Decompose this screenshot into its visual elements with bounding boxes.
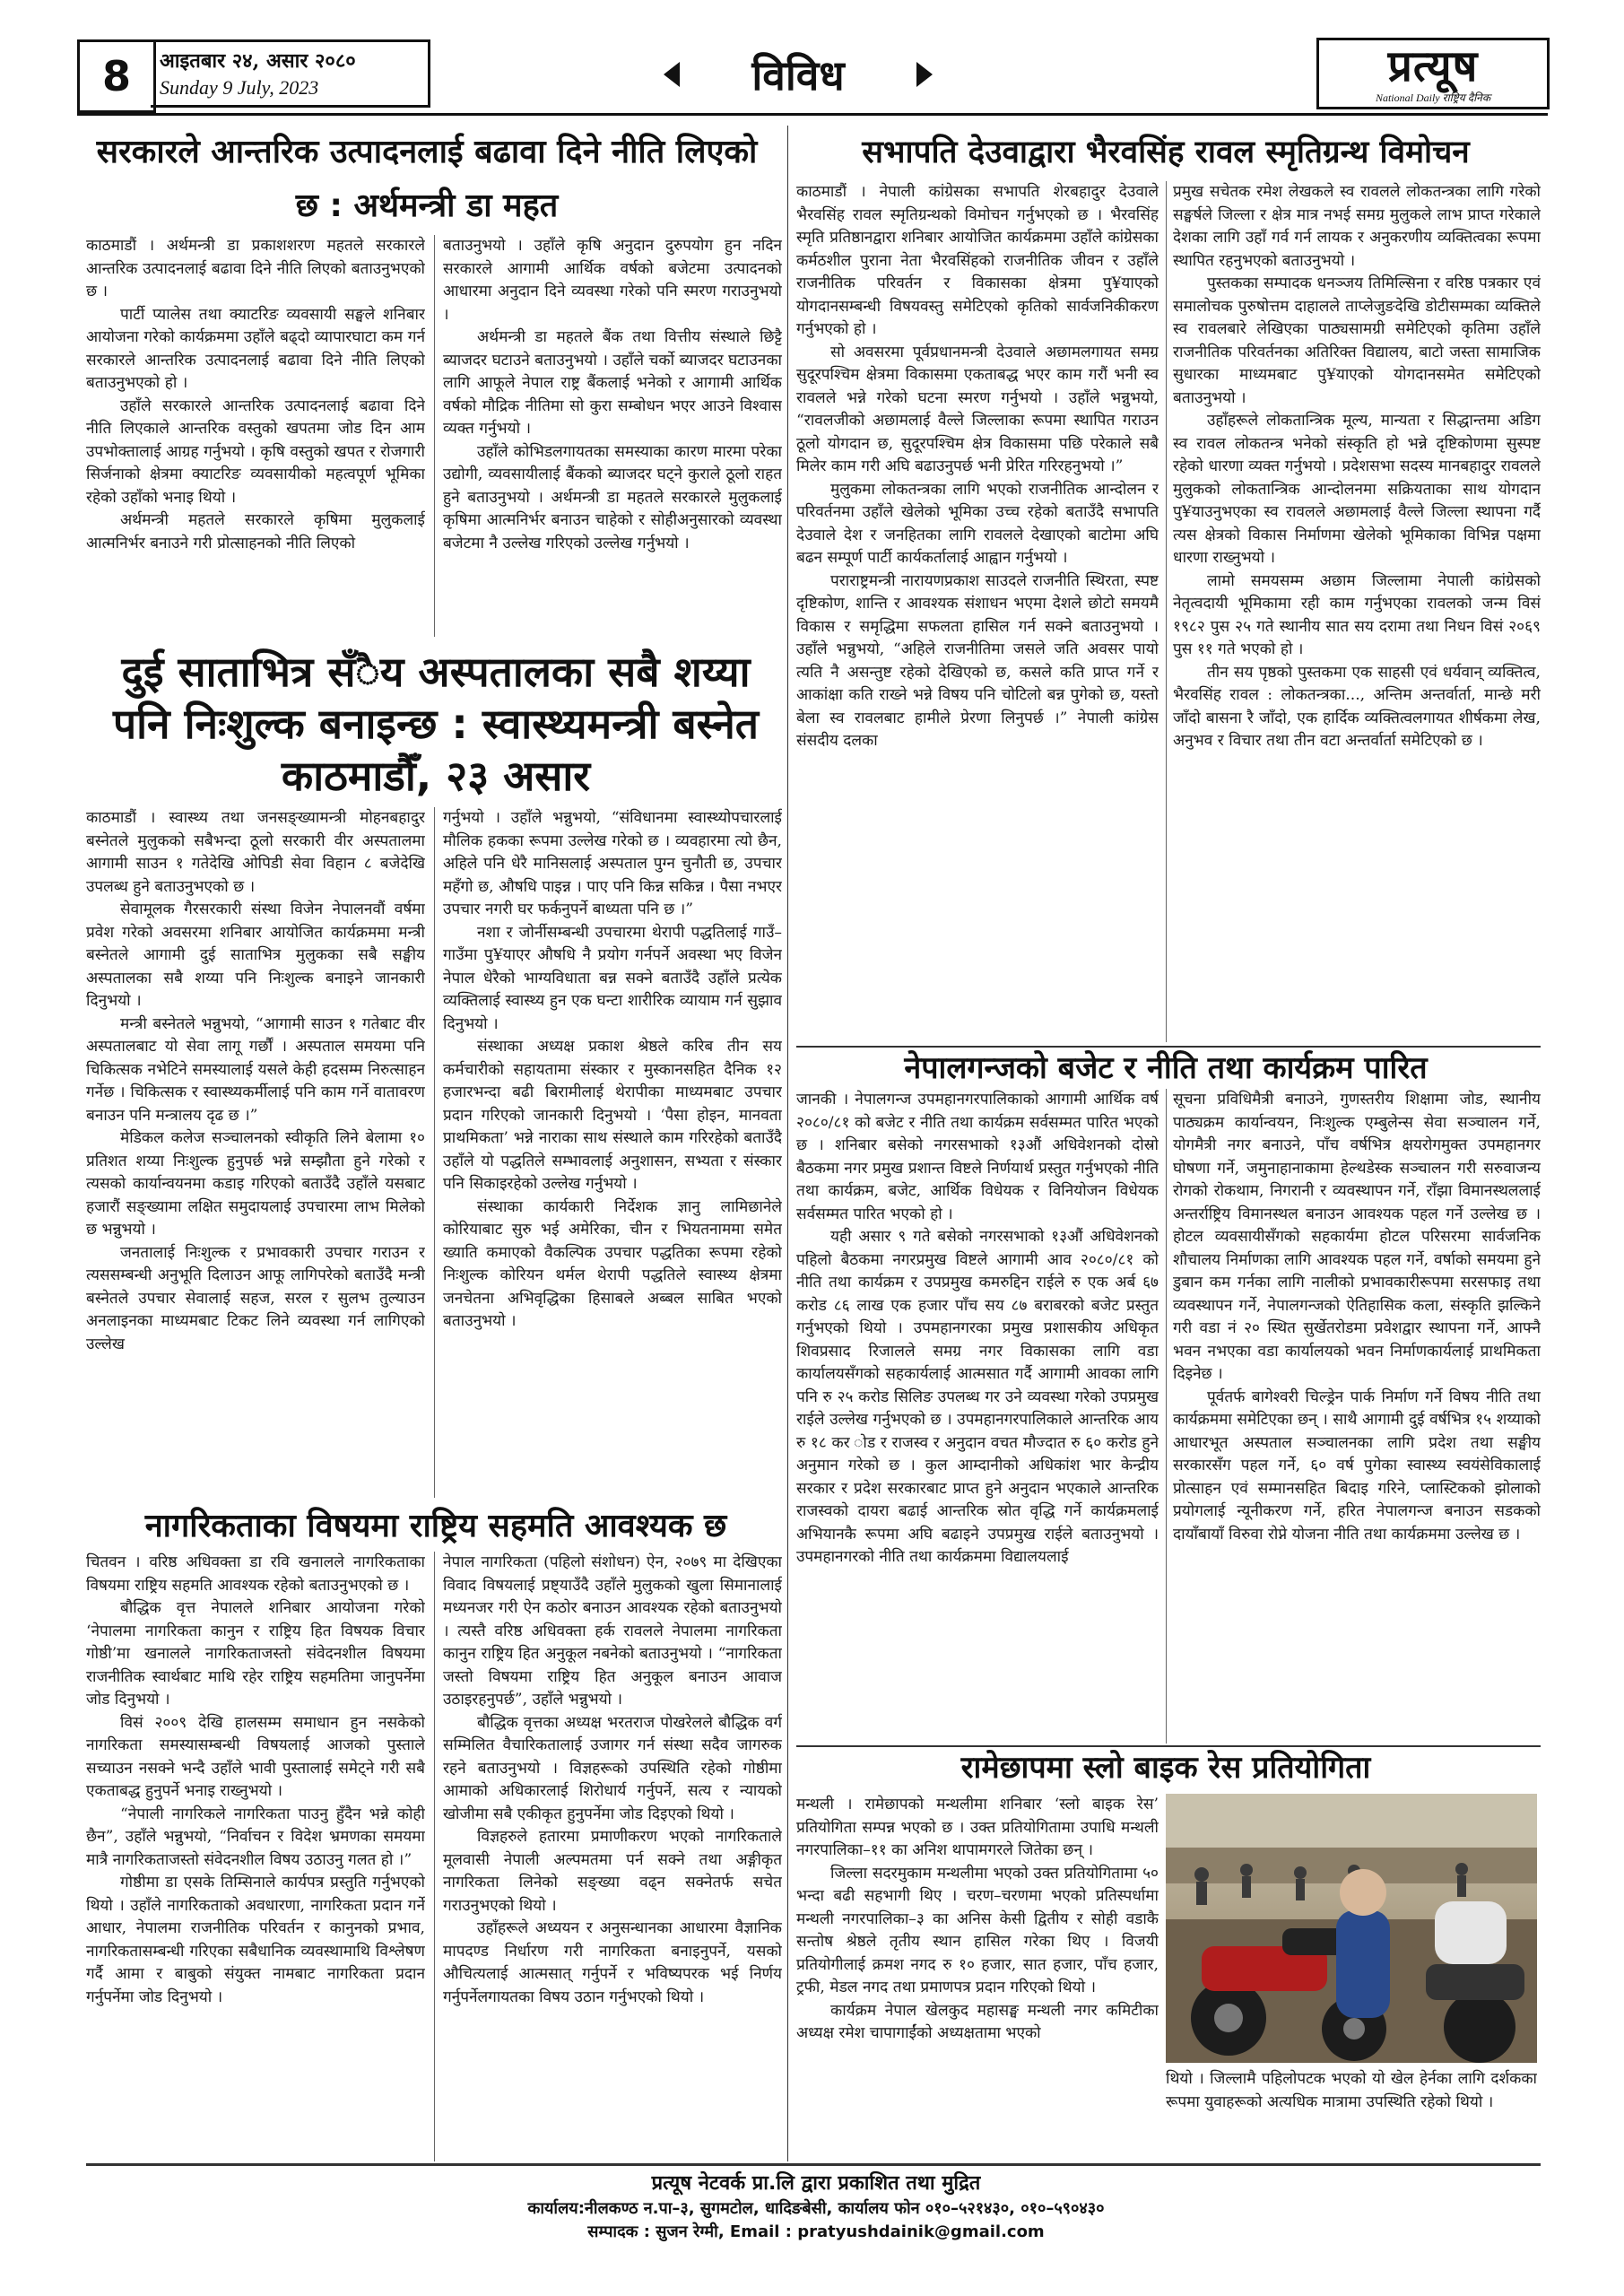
article-paragraph: विज्ञहरुले हतारमा प्रमाणीकरण भएको नागरिकताले मूलवासी नेपाली अल्पमतमा पर्न सक्ने तथा अङ्गीकृत नागरिकता लिनेको सङ्ख्या वढ्न सक्नेतर्फ सचेत गराउनुभएको थियो । (443, 1828, 782, 1915)
article-paragraph: सेवामूलक गैरसरकारी संस्था विजेन नेपालनवौं वर्षमा प्रवेश गरेको अवसरमा शनिबार आयोजित कार्यक्रममा मन्त्री बस्नेतले आगामी दुई साताभित्र मुलुकका सबै सङ्घीय अस्पतालका सबै शय्या पनि निःशुल्क बनाइने जानकारी दिनुभयो । (86, 900, 425, 1010)
footer-address: कार्यालय:नीलकण्ठ न.पा–३, सुगमटोल, धादिङबेसी, कार्यालय फोन ०१०–५२१४३०, ०१०–५९०४३० (527, 2199, 1105, 2218)
motorbike-race-photo-icon (1166, 1794, 1537, 2063)
article-paragraph: पुस्तकका सम्पादक धनञ्जय तिमिल्सिना र वरिष्ठ पत्रकार एवं समालोचक पुरुषोत्तम दाहालले ताप्लेजुङदेखि डोटीसम्मका व्यक्तिले स्व रावलबारे लेखिएका पाठ्यसामग्री समेटिएको कृतिमा उहाँले राजनीतिक परिवर्तनका अतिरिक्त विद्यालय, बाटो जस्ता सामाजिक सुधारका माध्यमबाट पु¥याएको योगदानसमेत समेटिएको बताउनुभयो । (1173, 274, 1541, 407)
article-paragraph: मेडिकल कलेज सञ्चालनको स्वीकृति लिने बेलामा १० प्रतिशत शय्या निःशुल्क हुनुपर्छ भन्ने सम्झौता हुने गरेको र त्यसको कार्यान्वयनमा कडाइ गरिएको बताउँदै उहाँले यसबाट हजारौं सङ्ख्यामा लक्षित समुदायलाई उपचारमा लाभ मिलेको छ भन्नुभयो । (86, 1129, 425, 1239)
header-rule (77, 113, 1548, 116)
footer-publisher: प्रत्यूष नेटवर्क प्रा.लि द्वारा प्रकाशित तथा मुद्रित (651, 2172, 981, 2195)
column-divider (1166, 1089, 1167, 1744)
article-paragraph: थियो । जिल्लामै पहिलोपटक भएको यो खेल हेर्नका लागि दर्शकका रूपमा युवाहरूको अत्यधिक मात्रामा उपस्थिति रहेको थियो । (1166, 2070, 1537, 2111)
article-book-col2 (1173, 181, 1541, 1042)
article-citizenship-col1 (86, 1552, 425, 2161)
article-paragraph: कार्यक्रम नेपाल खेलकुद महासङ्घ मन्थली नगर कमिटीका अध्यक्ष रमेश चापागाईंको अध्यक्षतामा भएको (796, 2001, 1159, 2042)
article-paragraph: उहाँहरूले अध्ययन र अनुसन्धानका आधारमा वैज्ञानिक मापदण्ड निर्धारण गरी नागरिकता बनाइनुपर्ने, यसको औचित्यलाई आत्मसात् गर्नुपर्ने र भविष्यपरक भई निर्णय गर्नुपर्नेलगायतका विषय उठान गर्नुभएको थियो । (443, 1919, 782, 2006)
article-paragraph: उहाँले कोभिडलगायतका समस्याका कारण मारमा परेका उद्योगी, व्यवसायीलाई बैंकको ब्याजदर घट्ने कुराले ठूलो राहत हुने बताउनुभयो । अर्थमन्त्री डा महतले सरकारले मुलुकलाई कृषिमा आत्मनिर्भर बनाउन चाहेको र सोहीअनुसारको व्यवस्था बजेटमा नै उल्लेख गरिएको उल्लेख गर्नुभयो । (443, 442, 782, 552)
article-paragraph: “नेपाली नागरिकले नागरिकता पाउनु हुँदैन भन्ने कोही छैन”, उहाँले भन्नुभयो, “निर्वाचन र विदेश भ्रमणका समयमा मात्रै नागरिकताजस्तो संवेदनशील विषय उठाउनु गलत हो ।” (86, 1805, 425, 1869)
headline-citizenship: नागरिकताका विषयमा राष्ट्रिय सहमति आवश्यक छ (144, 1508, 727, 1544)
article-paragraph: उहाँले सरकारले आन्तरिक उत्पादनलाई बढावा दिने नीति लिएकाले आन्तरिक वस्तुको खपतमा जोड दिन आम उपभोक्तालाई आग्रह गर्नुभयो । कृषि वस्तुको खपत र रोजगारी सिर्जनाको क्षेत्रमा क्याटरिङ व्यवसायीको महत्वपूर्ण भूमिका रहेको उहाँको भनाइ थियो । (86, 396, 425, 507)
article-paragraph: जिल्ला सदरमुकाम मन्थलीमा भएको उक्त प्रतियोगितामा ५० भन्दा बढी सहभागी थिए । चरण–चरणमा भएको प्रतिस्पर्धामा मन्थली नगरपालिका–३ का अनिस केसी द्वितीय र सोही वडाकै सन्तोष श्रेष्ठले तृतीय स्थान हासिल गरेका थिए । विजयी प्रतियोगीलाई क्रमश नगद रु १० हजार, सात हजार, पाँच हजार, ट्रफी, मेडल नगद तथा प्रमाणपत्र प्रदान गरिएको थियो । (796, 1864, 1159, 1996)
column-divider (434, 807, 435, 1498)
article-paragraph: संस्थाका अध्यक्ष प्रकाश श्रेष्ठले करिब तीन सय कर्मचारीको सहायतामा संस्कार र मुस्कानसहित दैनिक १२ हजारभन्दा बढी बिरामीलाई थेरापीका माध्यमबाट उपचार प्रदान गरिएको जानकारी दिनुभयो । ‘पैसा होइन, मानवता प्राथमिकता’ भन्ने नाराका साथ संस्थाले काम गरिरहेको बताउँदै उहाँले यो पद्धतिले सम्भावलाई अनुशासन, सभ्यता र संस्कार पनि सिकाइरहेको उल्लेख गर्नुभयो । (443, 1038, 782, 1193)
section-divider (796, 1046, 1541, 1048)
article-paragraph: विसं २००९ देखि हालसम्म समाधान हुन नसकेको नागरिकता समस्यासम्बन्धी विषयलाई आजको पुस्ताले सच्याउन नसक्ने भन्दै उहाँले भावी पुस्तालाई समेट्ने गरी सबै एकताबद्ध हुनुपर्ने भनाइ राख्नुभयो । (86, 1713, 425, 1800)
column-divider (434, 235, 435, 637)
article-paragraph: मन्त्री बस्नेतले भन्नुभयो, “आगामी साउन १ गतेबाट वीर अस्पतालबाट यो सेवा लागू गर्छौं । अस्पताल समयमा पनि चिकित्सक नभेटिने समस्यालाई यसले केही हदसम्म निरुत्साहन गर्नेछ । चिकित्सक र स्वास्थ्यकर्मीलाई पनि काम गर्ने वातावरण बनाउन पनि मन्त्रालय दृढ छ ।” (86, 1014, 425, 1125)
article-paragraph: काठमाडौं । अर्थमन्त्री डा प्रकाशशरण महतले सरकारले आन्तरिक उत्पादनलाई बढावा दिने नीति लिएको बताउनुभएको छ । (86, 237, 425, 300)
article-budget-col1 (796, 1089, 1159, 1744)
headline-finance-minister: सरकारले आन्तरिक उत्पादनलाई बढावा दिने नीति लिएको छ : अर्थमन्त्री डा महत (96, 134, 758, 224)
article-paragraph: उहाँहरूले लोकतान्त्रिक मूल्य, मान्यता र सिद्धान्तमा अडिग स्व रावल लोकतन्त्र भनेको संस्कृति हो भन्ने दृष्टिकोणमा सुस्पष्ट रहेको धारणा व्यक्त गर्नुभयो । प्रदेशसभा सदस्य मानबहादुर रावलले मुलुकको लोकतान्त्रिक आन्दोलनमा सक्रियताका साथ योगदान पु¥याउनुभएका स्व रावलले अछामलाई वैल्ले जिल्ला स्थापना गर्दै त्यस क्षेत्रको विकास निर्माणमा खेलेको भूमिकाका विभिन्न पक्षमा धारणा राख्नुभयो । (1173, 412, 1541, 567)
headline-health-minister: दुई साताभित्र सँैय अस्पतालका सबै शय्या पनि निःशुल्क बनाइन्छ : स्वास्थ्यमन्त्री बस्नेत काठमाडौँ, २३ असार (113, 648, 759, 800)
article-paragraph: बौद्धिक वृत्त नेपालले शनिबार आयोजना गरेको ‘नेपालमा नागरिकता कानुन र राष्ट्रिय हित विषयक विचार गोष्ठी’मा खनालले नागरिकताजस्तो संवेदनशील विषयमा राजनीतिक स्वार्थबाट माथि रहेर राष्ट्रिय सहमतिमा जानुपर्नेमा जोड दिनुभयो । (86, 1599, 425, 1709)
issue-date-en: Sunday 9 July, 2023 (160, 76, 319, 99)
article-paragraph: चितवन । वरिष्ठ अधिवक्ता डा रवि खनालले नागरिकताका विषयमा राष्ट्रिय सहमति आवश्यक रहेको बताउनुभएको छ । (86, 1553, 425, 1595)
article-paragraph: मन्थली । रामेछापको मन्थलीमा शनिबार ‘स्लो बाइक रेस’ प्रतियोगिता सम्पन्न भएको छ । उक्त प्रतियोगितामा उपाधि मन्थली नगरपालिका–११ का अनिश थापामगरले जितेका छन् । (796, 1796, 1159, 1859)
footer-rule (86, 2163, 1541, 2166)
article-paragraph: संस्थाका कार्यकारी निर्देशक ज्ञानु लामिछानेले कोरियाबाट सुरु भई अमेरिका, चीन र भियतनाममा समेत ख्याति कमाएको वैकल्पिक उपचार पद्धतिका रूपमा रहेको निःशुल्क कोरियन थर्मल थेरापी पद्धतिले स्वास्थ्य क्षेत्रमा जनचेतना अभिवृद्धिका हिसाबले अब्बल साबित भएको बताउनुभयो । (443, 1197, 782, 1330)
logo-subtitle: National Daily राष्ट्रिय दैनिक (1375, 91, 1491, 104)
article-paragraph: पूर्वतर्फ बागेश्वरी चिल्ड्रेन पार्क निर्माण गर्ने विषय नीति तथा कार्यक्रममा समेटिएका छन् । साथै आगामी दुई वर्षभित्र १५ शय्याको आधारभूत अस्पताल सञ्चालनका लागि प्रदेश तथा सङ्घीय सरकारसँग पहल गर्ने, ६० वर्ष पुगेका स्वास्थ्य स्वयंसेविकालाई प्रोत्साहन एवं सम्मानसहित बिदाइ गरिने, प्लास्टिकको झोलाको प्रयोगलाई न्यूनीकरण गर्ने, हरित नेपालगन्ज बनाउन सडकको दायाँबायाँ विरुवा रोप्ने योजना नीति तथा कार्यक्रममा उल्लेख छ । (1173, 1387, 1541, 1544)
column-divider (1166, 181, 1167, 1042)
article-bike-col2 (1166, 2068, 1537, 2161)
masthead-logo (1316, 38, 1550, 109)
article-budget-col2 (1173, 1089, 1541, 1744)
triangle-right-icon (916, 62, 933, 87)
article-paragraph: यही असार ९ गते बसेको नगरसभाको १३औं अधिवेशनको पहिलो बैठकमा नगरप्रमुख विष्टले आगामी आव २०८०/८१ को नीति तथा कार्यक्रम र उपप्रमुख कमरुद्दिन राईले रु एक अर्ब ६७ करोड ८६ लाख एक हजार पाँच सय ८७ बराबरको बजेट प्रस्तुत गर्नुभएको थियो । उपमहानगरका प्रमुख प्रशासकीय अधिकृत शिवप्रसाद रिजालले समग्र नगर विकासका लागि वडा कार्यालयसँगको सहकार्यलाई आत्मसात गर्दै आगामी आवका लागि पनि रु २५ करोड सिलिङ उपलब्ध गर उने व्यवस्था गरेको उपप्रमुख राईले उल्लेख गर्नुभएको छ । उपमहानगरपालिकाले आन्तरिक आय रु १८ कर ोड र राजस्व र अनुदान वचत मौज्दात रु ६० करोड हुने अनुमान गरेको छ । कुल आम्दानीको अधिकांश भार केन्द्रीय सरकार र प्रदेश सरकारबाट प्राप्त हुने अनुदान भएकाले आन्तरिक राजस्वको दायरा बढाई आन्तरिक स्रोत वृद्धि गर्ने कार्यक्रमलाई अभियानकै रूपमा अघि बढाइने उपप्रमुख राईले बताउनुभयो । उपमहानगरको नीति तथा कार्यक्रममा विद्यालयलाई (796, 1228, 1159, 1566)
headline-nepalgunj-budget: नेपालगन्जको बजेट र नीति तथा कार्यक्रम पारित (904, 1050, 1428, 1086)
triangle-left-icon (664, 62, 680, 87)
article-book-col1 (796, 181, 1159, 1042)
article-paragraph: काठमाडौं । स्वास्थ्य तथा जनसङ्ख्यामन्त्री मोहनबहादुर बस्नेतले मुलुकको सबैभन्दा ठूलो सरकारी वीर अस्पतालमा आगामी साउन १ गतेदेखि ओपिडी सेवा विहान ८ बजेदेखि उपलब्ध हुने बताउनुभएको छ । (86, 809, 425, 896)
article-paragraph: जानकी । नेपालगन्ज उपमहानगरपालिकाको आगामी आर्थिक वर्ष २०८०/८१ को बजेट र नीति तथा कार्यक्रम सर्वसम्मत पारित भएको छ । शनिबार बसेको नगरसभाको १३औं अधिवेशनको दोस्रो बैठकमा नगर प्रमुख प्रशान्त विष्टले निर्णयार्थ प्रस्तुत गर्नुभएको नीति तथा कार्यक्रम, बजेट, आर्थिक विधेयक र विनियोजन विधेयक सर्वसम्मत पारित भएको हो । (796, 1091, 1159, 1223)
article-paragraph: पार्टी प्यालेस तथा क्याटरिङ व्यवसायी सङ्घले शनिबार आयोजना गरेको कार्यक्रममा उहाँले बढ्दो व्यापारघाटा कम गर्न सरकारले आन्तरिक उत्पादनलाई बढावा दिने नीति लिएको बताउनुभएको हो । (86, 305, 425, 392)
article-paragraph: बताउनुभयो । उहाँले कृषि अनुदान दुरुपयोग हुन नदिन सरकारले आगामी आर्थिक वर्षको बजेटमा उत्पादनको आधारमा अनुदान दिने व्यवस्था गरेको पनि स्मरण गराउनुभयो । (443, 237, 782, 324)
article-paragraph: पराराष्ट्रमन्त्री नारायणप्रकाश साउदले राजनीति स्थिरता, स्पष्ट दृष्टिकोण, शान्ति र आवश्यक संशाधन भएमा देशले छोटो समयमै विकास र समृद्धिमा सफलता हासिल गर्न सक्ने बताउनुभयो । उहाँले भन्नुभयो, “अहिले राजनीतिमा जसले जति अवसर पायो त्यति नै असन्तुष्ट रहेको देखिएको छ, कसले कति प्राप्त गर्ने र आकांक्षा कति राख्ने भन्ने विषय पनि चोटिलो बन्न पुगेको छ, यस्तो बेला स्व रावलबाट हामीले प्रेरणा लिनुपर्छ ।” नेपाली कांग्रेस संसदीय दलका (796, 571, 1159, 750)
article-paragraph: गोष्ठीमा डा एसके तिम्सिनाले कार्यपत्र प्रस्तुति गर्नुभएको थियो । उहाँले नागरिकताको अवधारणा, नागरिकता प्रदान गर्ने आधार, नेपालमा राजनीतिक परिवर्तन र कानुनको प्रभाव, नागरिकतासम्बन्धी गरिएका सबैधानिक व्यवस्थामाथि विश्लेषण गर्दै आमा र बाबुको संयुक्त नामबाट नागरिकता प्रदान गर्नुपर्नेमा जोड दिनुभयो । (86, 1874, 425, 2006)
article-paragraph: लामो समयसम्म अछाम जिल्लामा नेपाली कांग्रेसको नेतृत्वदायी भूमिकामा रही काम गर्नुभएका रावलको जन्म विसं १९८२ पुस २५ गते स्थानीय सात सय दरामा तथा निधन विसं २०६९ पुस ११ गते भएको हो । (1173, 571, 1541, 658)
column-divider (434, 1552, 435, 2161)
article-paragraph: बौद्धिक वृत्तका अध्यक्ष भरतराज पोखरेलले बौद्धिक वर्ग सम्मिलित वैचारिकतालाई उजागर गर्न संस्था सदैव जागरुक रहने बताउनुभयो । विज्ञहरूको उपस्थिति रहेको गोष्ठीमा आमाको अधिकारलाई शिरोधार्य गर्नुपर्ने, सत्य र न्यायको खोजीमा सबै एकीकृत हुनुपर्नेमा जोड दिइएको थियो । (443, 1713, 782, 1823)
article-health-col2 (443, 807, 782, 1498)
article-paragraph: सूचना प्रविधिमैत्री बनाउने, गुणस्तरीय शिक्षामा जोड, स्थानीय पाठ्यक्रम कार्यान्वयन, निःशुल्क एम्बुलेन्स सेवा सञ्चालन गर्ने, योगमैत्री नगर बनाउने, पाँच वर्षभित्र क्षयरोगमुक्त उपमहानगर घोषणा गर्ने, जमुनाहानाकामा हेल्थडेस्क सञ्चालन गरी सरुवाजन्य रोगको रोकथाम, निगरानी र व्यवस्थापन गर्ने, राँझा विमानस्थललाई अन्तर्राष्ट्रिय विमानस्थल बनाउन आवश्यक पहल गर्ने उल्लेख छ । होटल व्यवसायीसँगको सहकार्यमा होटल परिसरमा सार्वजनिक शौचालय निर्माणका लागि आवश्यक पहल गर्ने, वर्षाको समयमा हुने डुबान कम गर्नका लागि नालीको प्रभावकारीरूपमा सरसफाइ तथा व्यवस्थापन गर्ने, नेपालगन्जको ऐतिहासिक कला, संस्कृति झल्किने गरी वडा नं २० स्थित सुर्खेतरोडमा प्रवेशद्वार स्थापना गर्ने, आफ्नै भवन नभएका वडा कार्यालयको भवन निर्माणकार्यलाई प्राथमिकता दिइनेछ । (1173, 1091, 1541, 1383)
article-paragraph: सो अवसरमा पूर्वप्रधानमन्त्री देउवाले अछामलगायत समग्र सुदूरपश्चिम क्षेत्रमा विकासमा एकताबद्ध भएर काम गरौं भनी स्व रावलले भन्ने गरेको घटना स्मरण गर्नुभयो । उहाँले भन्नुभयो, “रावलजीको अछामलाई वैल्ले जिल्लाका रूपमा स्थापित गराउन ठूलो योगदान छ, सुदूरपश्चिम क्षेत्र विकासमा पछि परेकाले सबै मिलेर काम गरी अघि बढाउनुपर्छ भनी प्रेरित गरिरहनुभयो ।” (796, 343, 1159, 475)
article-paragraph: गर्नुभयो । उहाँले भन्नुभयो, “संविधानमा स्वास्थ्योपचारलाई मौलिक हकका रूपमा उल्लेख गरेको छ । व्यवहारमा त्यो छैन, अहिले पनि धेरै मानिसलाई अस्पताल पुग्न चुनौती छ, उपचार महँगो छ, औषधि पाइन्न । पाए पनि किन्न सकिन्न । पैसा नभएर उपचार नगरी घर फर्कनुपर्ने बाध्यता पनि छ ।” (443, 809, 782, 918)
article-citizenship-col2 (443, 1552, 782, 2161)
headline-bike-race: रामेछापमा स्लो बाइक रेस प्रतियोगिता (960, 1750, 1371, 1786)
page-divider (787, 126, 788, 2161)
article-paragraph: नशा र जोर्नीसम्बन्धी उपचारमा थेरापी पद्धतिलाई गाउँ–गाउँमा पु¥याएर औषधि नै प्रयोग गर्नपर्ने अवस्था भए विजेन नेपाल धेरैको भाग्यविधाता बन्न सक्ने बताउँदै उहाँले प्रत्येक व्यक्तिलाई स्वास्थ्य हुन एक घन्टा शारीरिक व्यायाम गर्न सुझाव दिनुभयो । (443, 923, 782, 1033)
article-paragraph: काठमाडौं । नेपाली कांग्रेसका सभापति शेरबहादुर देउवाले भैरवसिंह रावल स्मृतिग्रन्थको विमोचन गर्नुभएको छ । भैरवसिंह स्मृति प्रतिष्ठानद्वारा शनिबार आयोजित कार्यक्रममा उहाँले कांग्रेसका कर्मठशील पुराना नेता भैरवसिंहको राजनीतिक जीवन र उहाँले राजनीतिक परिवर्तन र विकासका क्षेत्रमा पु¥याएको योगदानसम्बन्धी विषयवस्तु समेटिएको कृतिको सार्वजनिकीकरण गर्नुभएको हो । (796, 183, 1159, 338)
article-paragraph: अर्थमन्त्री महतले सरकारले कृषिमा मुलुकलाई आत्मनिर्भर बनाउने गरी प्रोत्साहनको नीति लिएको (86, 511, 425, 552)
section-divider (796, 1745, 1541, 1747)
footer (413, 2170, 1220, 2244)
article-paragraph: नेपाल नागरिकता (पहिलो संशोधन) ऐन, २०७९ मा देखिएका विवाद विषयलाई प्रष्ट्याउँदै उहाँले मुलुकको खुला सिमानालाई मध्यनजर गरी ऐन कठोर बनाउन आवश्यक रहेको बताउनुभयो । त्यस्तै वरिष्ठ अधिवक्ता हर्क रावलले नेपालमा नागरिकता कानुन राष्ट्रिय हित अनुकूल नबनेको बताउनुभयो । “नागरिकता जस्तो विषयमा राष्ट्रिय हित अनुकूल बनाउन आवाज उठाइरहनुपर्छ”, उहाँले भन्नुभयो । (443, 1553, 782, 1709)
article-paragraph: अर्थमन्त्री डा महतले बैंक तथा वित्तीय संस्थाले छिट्टै ब्याजदर घटाउने बताउनुभयो । उहाँले चर्को ब्याजदर घटाउनका लागि आफूले नेपाल राष्ट्र बैंकलाई भनेको र आगामी आर्थिक वर्षको मौद्रिक नीतिमा सो कुरा सम्बोधन भएर आउने विश्वास व्यक्त गर्नुभयो । (443, 328, 782, 438)
issue-date (151, 39, 430, 108)
article-paragraph: प्रमुख सचेतक रमेश लेखकले स्व रावलले लोकतन्त्रका लागि गरेको सङ्घर्षले जिल्ला र क्षेत्र मात्र नभई समग्र मुलुकले लाभ प्राप्त गरेकाले देशका लागि उहाँ गर्व गर्न लायक र अनुकरणीय व्यक्तित्वका रूपमा स्थापित रहनुभएको बताउनुभयो । (1173, 183, 1541, 270)
article-finance-col1 (86, 235, 425, 639)
article-paragraph: जनतालाई निःशुल्क र प्रभावकारी उपचार गराउन र त्यससम्बन्धी अनुभूति दिलाउन आफू लागिपरेको बताउँदै मन्त्री बस्नेतले उपचार सेवालाई सहज, सरल र सुलभ तुल्याउन अनलाइनका माध्यमबाट टिकट लिने व्यवस्था गर्न लागिएको उल्लेख (86, 1243, 425, 1353)
logo-text: प्रत्यूष (1387, 40, 1479, 91)
section-title (664, 45, 933, 104)
headline-deuba-book: सभापति देउवाद्वारा भैरवसिंह रावल स्मृतिग्रन्थ विमोचन (862, 135, 1470, 170)
article-health-col1 (86, 807, 425, 1498)
page-number: 8 (77, 39, 156, 113)
issue-date-np: आइतबार २४, असार २०८० (160, 49, 356, 73)
footer-editor: सम्पादक : सुजन रेग्मी, Email : pratyushdainik@gmail.com (587, 2222, 1045, 2241)
article-paragraph: मुलुकमा लोकतन्त्रका लागि भएको राजनीतिक आन्दोलन र परिवर्तनमा उहाँले खेलेको भूमिका उच्च रहेको बताउँदै सभापति देउवाले देश र जनहितका लागि रावलले देखाएको बाटोमा अघि बढन सम्पूर्ण पार्टी कार्यकर्तालाई आह्वान गर्नुभयो । (796, 480, 1159, 567)
article-bike-col1 (796, 1794, 1159, 2161)
bike-race-photo (1166, 1794, 1537, 2063)
section-label: विविध (751, 51, 845, 100)
article-paragraph: तीन सय पृष्ठको पुस्तकमा एक साहसी एवं धर्यवान् व्यक्तित्व, भैरवसिंह रावल : लोकतन्त्रका..., अन्तिम अन्तर्वार्ता, मान्छे मरी जाँदो बासना रै जाँदो, एक हार्दिक व्यक्तित्वलगायत शीर्षकमा लेख, अनुभव र विचार तथा तीन वटा अन्तर्वार्ता समेटिएको छ । (1173, 663, 1541, 750)
article-finance-col2 (443, 235, 782, 639)
